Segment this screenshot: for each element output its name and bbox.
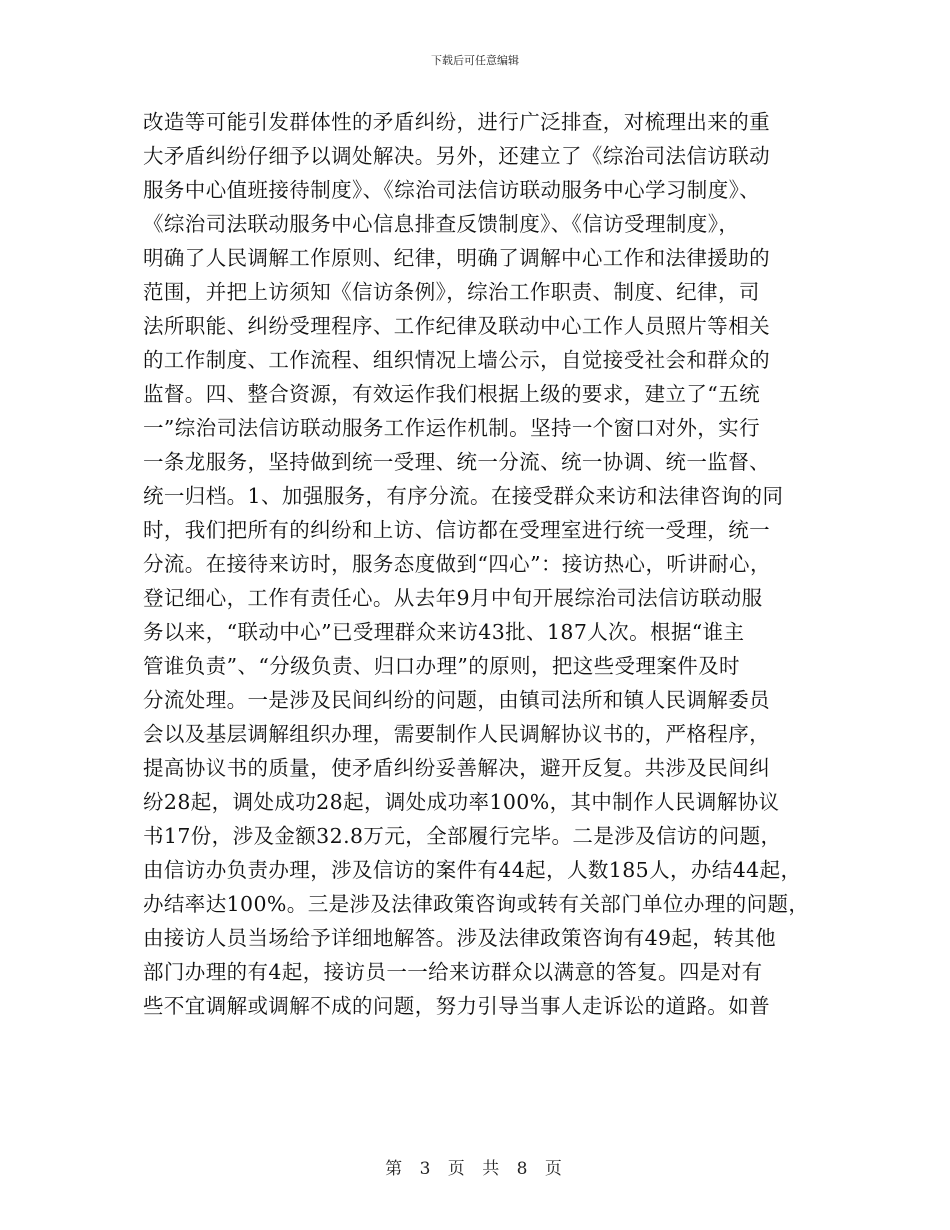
text-line: 由接访人员当场给予详细地解答。涉及法律政策咨询有49起，转其他	[143, 926, 776, 950]
text-line: 一条龙服务，坚持做到统一受理、统一分流、统一协调、统一监督、	[143, 450, 770, 474]
text-line: 办结率达100%。三是涉及法律政策咨询或转有关部门单位办理的问题，	[143, 892, 810, 916]
text-line: 大矛盾纠纷仔细予以调处解决。另外，还建立了《综治司法信访联动	[143, 144, 770, 168]
text-line: 分流。在接待来访时，服务态度做到“四心”：接访热心，听讲耐心，	[143, 552, 771, 576]
text-line: 管谁负责”、“分级负责、归口办理”的原则，把这些受理案件及时	[143, 654, 740, 678]
text-line: 明确了人民调解工作原则、纪律，明确了调解中心工作和法律援助的	[143, 246, 770, 270]
text-line: 范围，并把上访须知《信访条例》，综治工作职责、制度、纪律，司	[143, 280, 760, 304]
text-line: 纷28起，调处成功28起，调处成功率100%，其中制作人民调解协议	[143, 790, 780, 814]
text-line: 些不宜调解或调解不成的问题，努力引导当事人走诉讼的道路。如普	[143, 994, 770, 1018]
text-line: 服务中心值班接待制度》、《综治司法信访联动服务中心学习制度》、	[143, 178, 761, 202]
text-line: 分流处理。一是涉及民间纠纷的问题，由镇司法所和镇人民调解委员	[143, 688, 770, 712]
page-header: 下载后可任意编辑	[431, 54, 519, 67]
text-line: 部门办理的有4起，接访员一一给来访群众以满意的答复。四是对有	[143, 960, 763, 984]
text-line: 会以及基层调解组织办理，需要制作人民调解协议书的，严格程序，	[143, 722, 770, 746]
text-line: 时，我们把所有的纠纷和上访、信访都在受理室进行统一受理，统一	[143, 518, 770, 542]
text-line: 一”综治司法信访联动服务工作运作机制。坚持一个窗口对外，实行	[143, 416, 760, 440]
text-line: 《综治司法联动服务中心信息排查反馈制度》、《信访受理制度》，	[143, 212, 740, 236]
text-line: 改造等可能引发群体性的矛盾纠纷，进行广泛排查，对梳理出来的重	[143, 110, 770, 134]
text-line: 法所职能、纠纷受理程序、工作纪律及联动中心工作人员照片等相关	[143, 314, 770, 338]
text-line: 监督。四、整合资源，有效运作我们根据上级的要求，建立了“五统	[143, 382, 760, 406]
text-line: 书17份，涉及金额32.8万元，全部履行完毕。二是涉及信访的问题，	[143, 824, 782, 848]
text-line: 的工作制度、工作流程、组织情况上墙公示，自觉接受社会和群众的	[143, 348, 770, 372]
text-line: 由信访办负责办理，涉及信访的案件有44起，人数185人，办结44起，	[143, 858, 802, 882]
text-line: 登记细心，工作有责任心。从去年9月中旬开展综治司法信访联动服	[143, 586, 763, 610]
page-number: 第 3 页 共 8 页	[385, 1159, 565, 1179]
text-line: 统一归档。1、加强服务，有序分流。在接受群众来访和法律咨询的同	[143, 484, 784, 508]
text-line: 务以来，“联动中心”已受理群众来访43批、187人次。根据“谁主	[143, 620, 745, 644]
text-line: 提高协议书的质量，使矛盾纠纷妥善解决，避开反复。共涉及民间纠	[143, 756, 770, 780]
